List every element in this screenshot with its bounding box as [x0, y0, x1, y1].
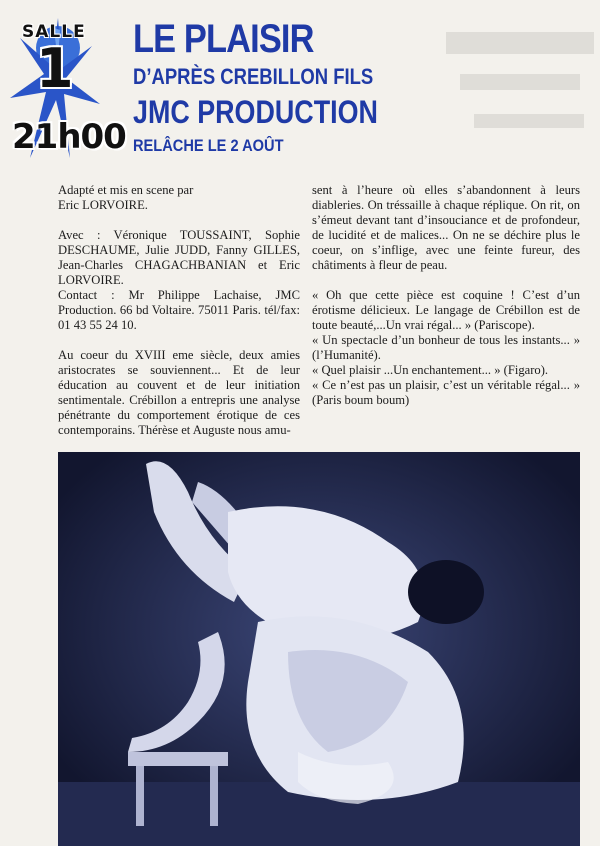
relache-date: RELÂCHE LE 2 AOÛT	[133, 136, 284, 155]
cast-list: Avec : Véronique TOUSSAINT, Sophie DESCHAUME, Julie JUDD, Fanny GILLES, Jean-Charles CHAGACHBANIAN et Eric LORVOIRE.	[58, 228, 300, 287]
synopsis: Au coeur du XVIII eme siècle, deux amies aristocrates se souviennent... Et de leur éducation au couvent et de leur initiation sentimentale. Crébillon a entrepris une analyse pénétrante du comportement érotique de ces contemporains. Thérèse et Auguste nous amu-	[58, 348, 300, 437]
credits-line-1: Adapté et mis en scene par	[58, 183, 194, 197]
text-column-right	[312, 183, 580, 408]
press-quote: « Ce n’est pas un plaisir, c’est un véritable régal... » (Paris boum boum)	[312, 378, 580, 407]
salle-label: SALLE	[22, 22, 86, 42]
press-quote: « Un spectacle d’un bonheur de tous les instants... » (l’Humanité).	[312, 333, 580, 362]
show-subtitle: D’APRÈS CREBILLON FILS	[133, 64, 374, 89]
text-column-left	[58, 183, 300, 438]
salle-number: 1	[36, 37, 74, 100]
salle-badge	[0, 8, 126, 170]
title-block	[133, 18, 425, 156]
dancers-photo	[58, 452, 580, 846]
show-title: LE PLAISIR	[133, 17, 314, 61]
press-quote: « Oh que cette pièce est coquine ! C’est d’un érotisme délicieux. Le langage de Crébillon est de toute beauté,...Un vrai régal... » (Pariscope).	[312, 288, 580, 332]
credits-line-2: Eric LORVOIRE.	[58, 198, 148, 212]
press-quote: « Quel plaisir ...Un enchantement... » (Figaro).	[312, 363, 549, 377]
contact-info: Contact : Mr Philippe Lachaise, JMC Production. 66 bd Voltaire. 75011 Paris. tél/fax: 01 43 55 24 10.	[58, 288, 300, 332]
production-company: JMC PRODUCTION	[133, 94, 378, 130]
show-time: 21h00	[12, 117, 126, 157]
synopsis-continued: sent à l’heure où elles s’abandonnent à leurs diableries. On tréssaille à chaque réplique. On rit, on s’émeut devant tant d’insouciance et de profondeur, de lucidité et de malices... On ne se déchire plus le coeur, on s’inflige, avec une feinte fureur, des châtiments à fleur de peau.	[312, 183, 580, 272]
bleed-through	[440, 18, 600, 158]
